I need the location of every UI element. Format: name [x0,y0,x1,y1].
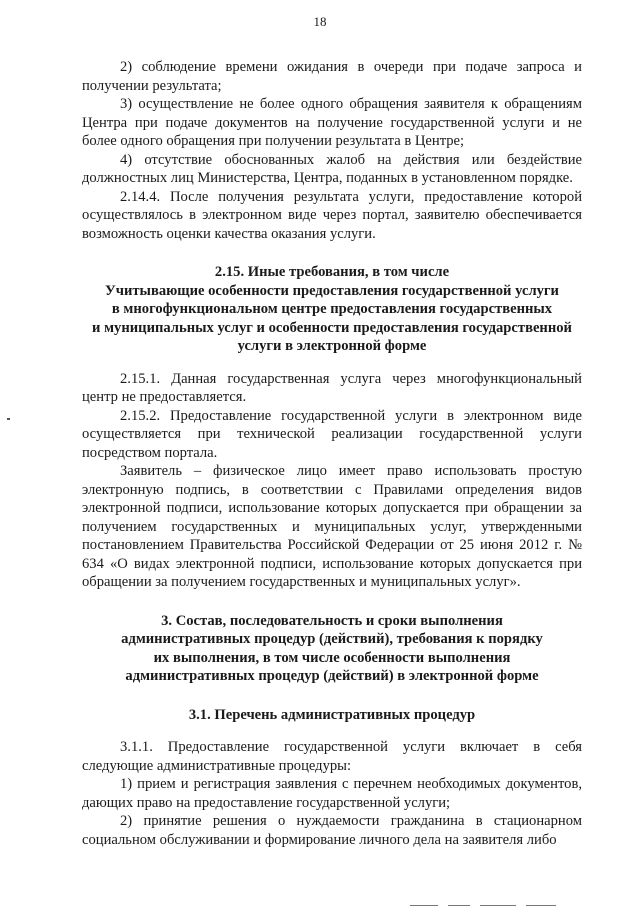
section-3-heading [82,612,582,686]
section-2-15-heading-line: Учитывающие особенности предоставления государственной услуги [105,282,559,299]
section-2-15-heading [82,263,582,356]
section-3-heading-line: административных процедур (действий) в электронной форме [125,668,539,684]
paragraph-item-4: 4) отсутствие обоснованных жалоб на действия или бездействие должностных лиц Министерства, Центра, поданных в установленном порядке. [82,151,582,186]
section-3-heading-line: их выполнения, в том числе особенности выполнения [153,649,511,666]
procedure-item-1: 1) прием и регистрация заявления с перечнем необходимых документов, дающих право на предоставление государственной услуги; [82,776,582,811]
section-3-heading-line: 3. Состав, последовательность и сроки выполнения [161,612,503,629]
document-body [82,58,582,849]
paragraph-applicant-signature: Заявитель – физическое лицо имеет право использовать простую электронную подпись, в соответствии с Правилами определения видов электронной подписи, использование которых допускается при обращении за получением государственных и муниципальных услуг, утвержденными постановлением Правительства Российской Федерации от 25 июня 2012 г. № 634 «О видах электронной подписи, использование которых допускается при обращении за получением государственных и муниципальных услуг». [82,463,582,590]
paragraph-2-15-2: 2.15.2. Предоставление государственной услуги в электронном виде осуществляется при технической реализации государственной услуги посредством портала. [82,407,582,461]
paragraph-item-2: 2) соблюдение времени ожидания в очереди при подаче запроса и получении результата; [82,59,582,94]
scan-footer-marks [410,893,590,895]
section-2-15-heading-line: и муниципальных услуг и особенности предоставления государственной [92,319,572,336]
section-2-15-heading-line: услуги в электронной форме [237,338,427,354]
paragraph-2-14-4: 2.14.4. После получения результата услуги, предоставление которой осуществлялось в электронном виде через портал, заявителю обеспечивается возможность оценки качества оказания услуги. [82,188,582,242]
section-2-15-heading-line: в многофункциональном центре предоставления государственных [111,301,553,317]
section-3-heading-line: административных процедур (действий), требования к порядку [121,631,543,647]
page-number: 18 [313,14,327,29]
paragraph-2-15-1: 2.15.1. Данная государственная услуга через многофункциональный центр не предоставляется. [82,370,582,405]
procedure-item-2: 2) принятие решения о нуждаемости гражданина в стационарном социальном обслуживании и формирование личного дела на заявителя либо [82,813,582,848]
section-2-15-heading-line: 2.15. Иные требования, в том числе [214,264,450,280]
section-3-1-heading: 3.1. Перечень административных процедур [188,706,476,723]
scan-margin-mark [7,418,10,420]
paragraph-item-3: 3) осуществление не более одного обращения заявителя к обращениям Центра при подаче документов на получение государственной услуги и не более одного обращения при получении результата в Центре; [82,96,582,149]
paragraph-3-1-1: 3.1.1. Предоставление государственной услуги включает в себя следующие административные процедуры: [82,739,582,774]
